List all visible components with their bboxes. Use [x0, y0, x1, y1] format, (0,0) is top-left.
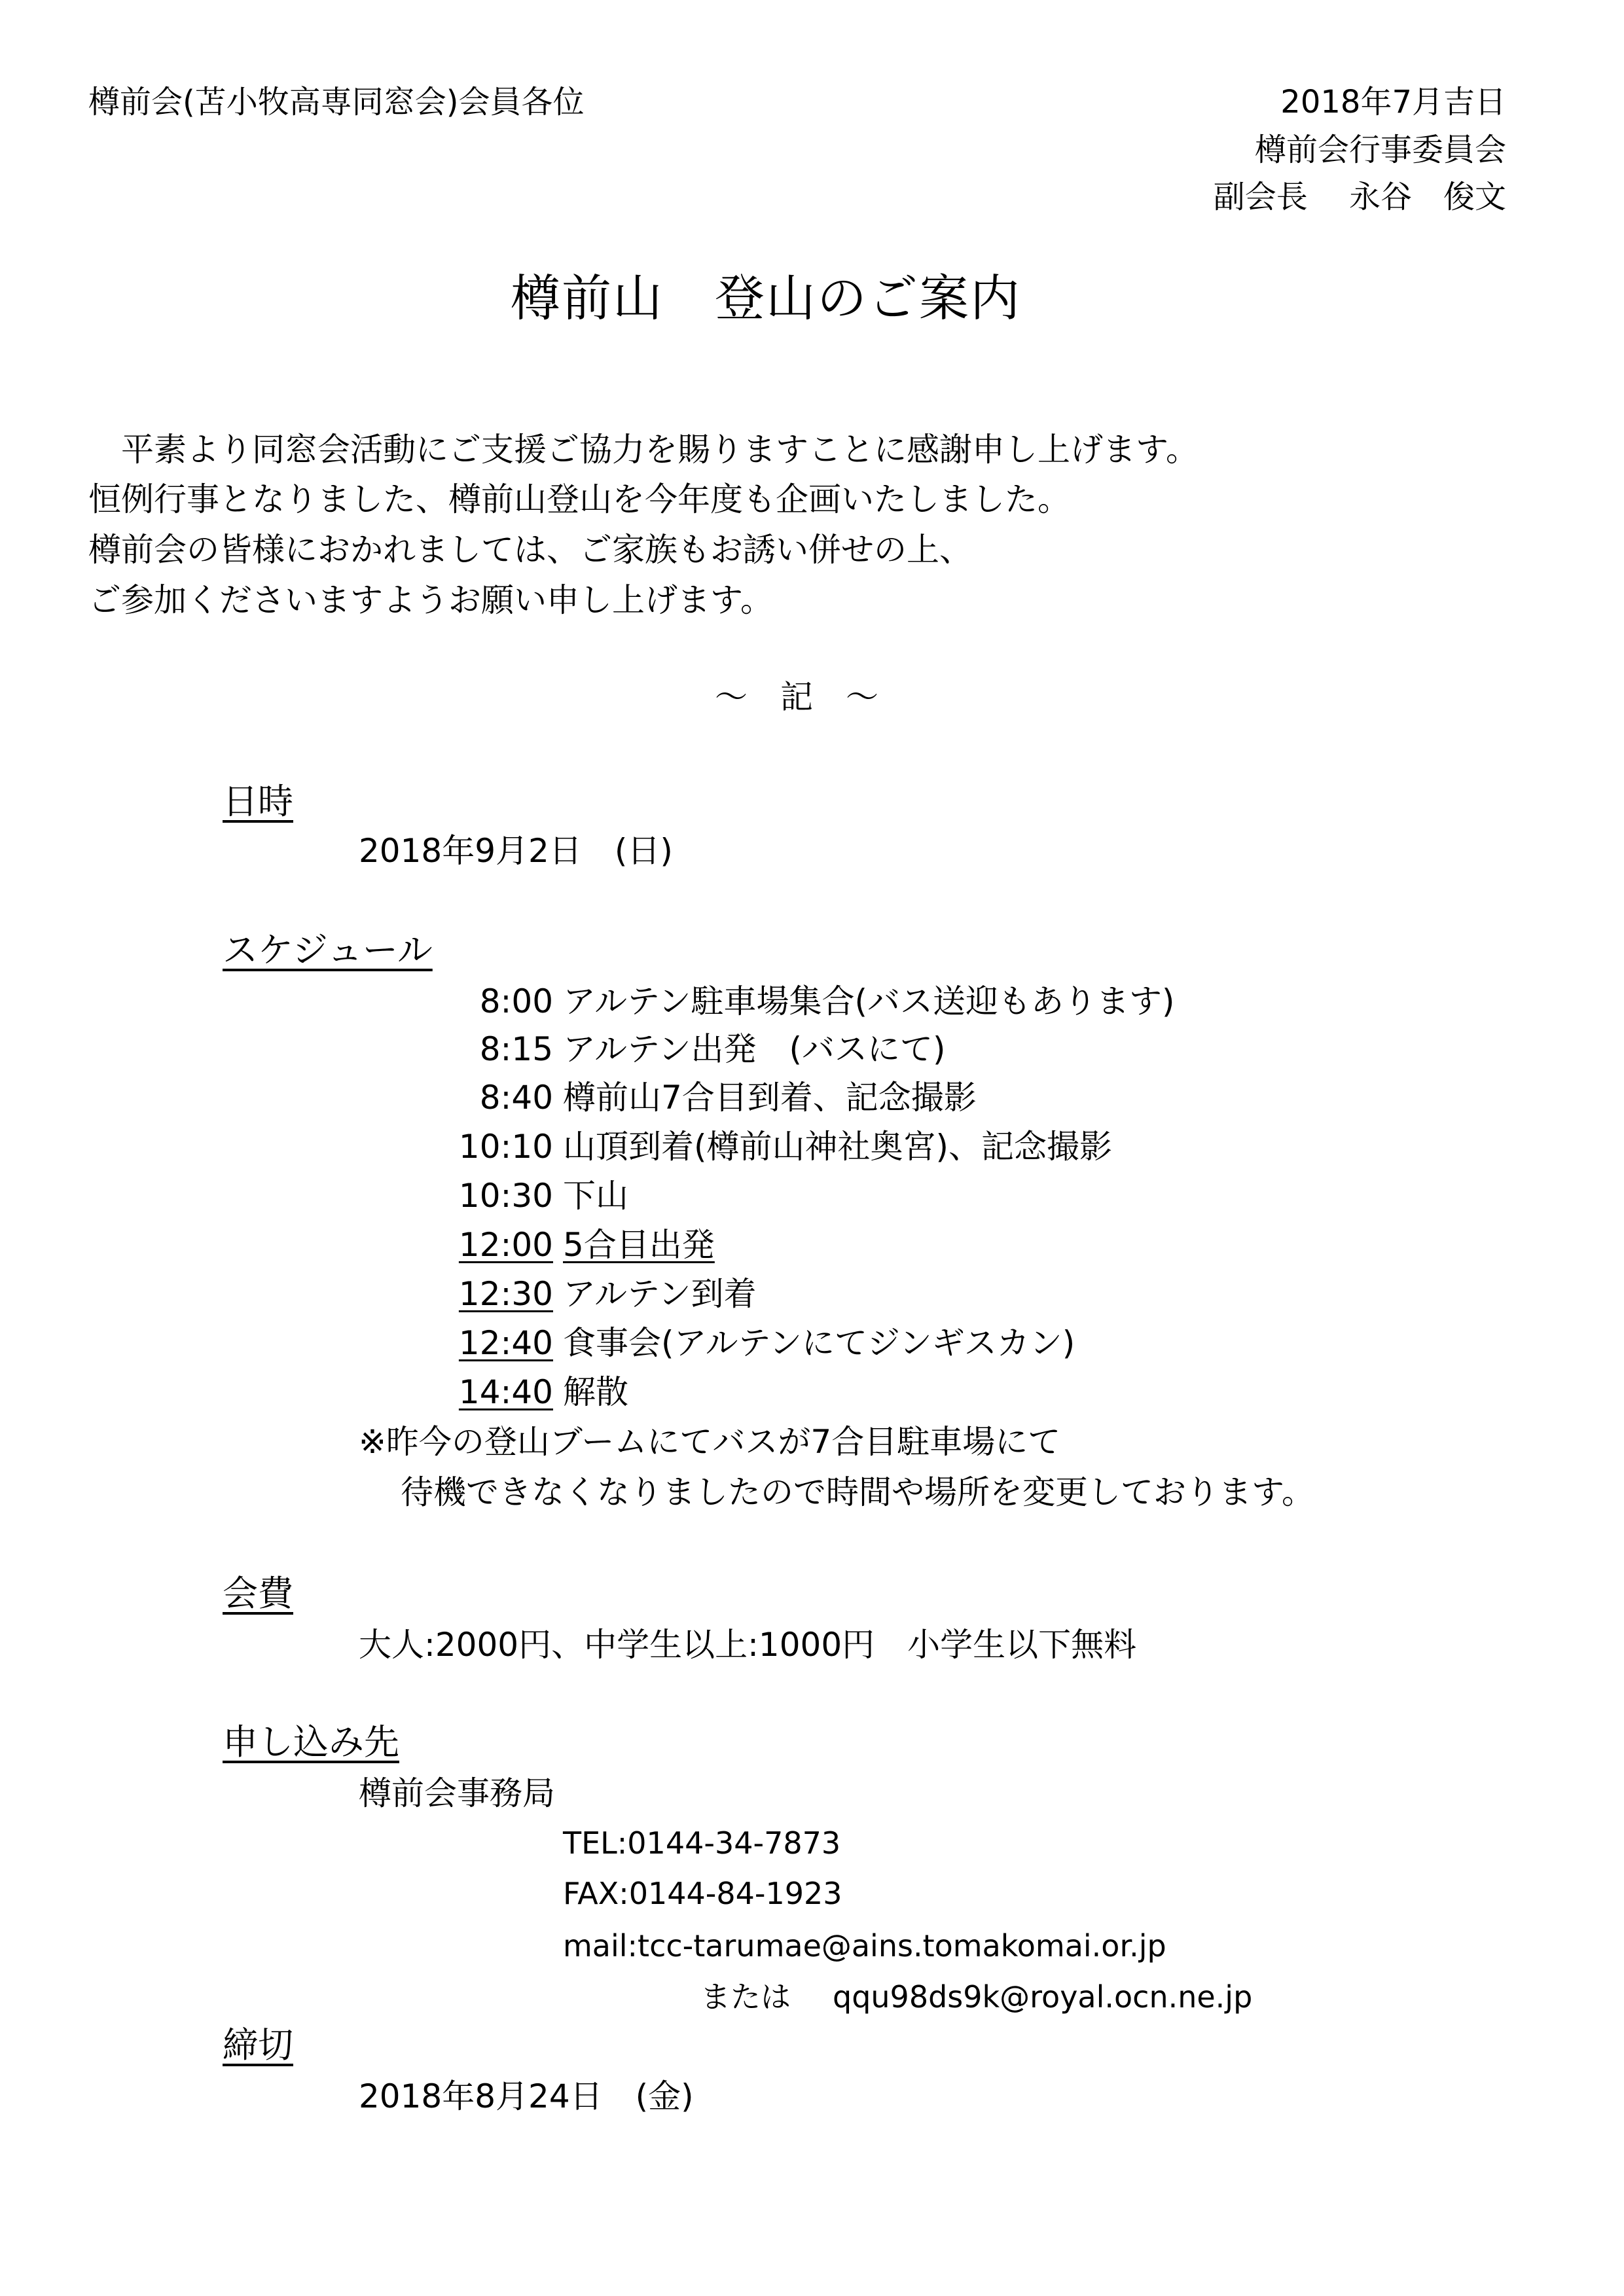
schedule-time: 10:30	[458, 1177, 553, 1215]
schedule-desc: 5合目出発	[563, 1226, 715, 1264]
schedule-time: 12:00	[458, 1226, 553, 1264]
schedule-time: 8:40	[479, 1079, 553, 1117]
datetime-heading: 日時	[223, 781, 293, 822]
schedule-desc: 樽前山7合目到着、記念撮影	[563, 1079, 977, 1117]
apply-or-label: または	[700, 1979, 791, 2015]
schedule-note-line-1: ※昨今の登山ブームにてバスが7合目駐車場にて	[359, 1423, 1061, 1461]
apply-mail-alt: qqu98ds9k@royal.ocn.ne.jp	[833, 1979, 1253, 2015]
recipient-line: 樽前会(苫小牧高専同窓会)会員各位	[88, 84, 585, 120]
schedule-time: 8:00	[479, 982, 553, 1020]
intro-line-3: 樽前会の皆様におかれましては、ご家族もお誘い併せの上、	[88, 531, 972, 569]
schedule-note-line-2: 待機できなくなりましたので時間や場所を変更しております。	[401, 1473, 1314, 1511]
fee-value: 大人:2000円、中学生以上:1000円 小学生以下無料	[359, 1626, 1137, 1664]
schedule-time: 14:40	[458, 1373, 553, 1411]
apply-tel: TEL:0144-34-7873	[563, 1825, 841, 1861]
schedule-desc: 解散	[563, 1373, 628, 1411]
committee-name: 樽前会行事委員会	[1254, 132, 1506, 168]
schedule-desc: アルテン到着	[563, 1275, 757, 1313]
signer-name: 副会長 永谷 俊文	[1213, 179, 1506, 215]
fee-heading: 会費	[223, 1573, 293, 1614]
document-title: 樽前山 登山のご案内	[511, 269, 1021, 327]
schedule-desc: 食事会(アルテンにてジンギスカン)	[563, 1324, 1075, 1362]
schedule-time: 8:15	[479, 1030, 553, 1068]
schedule-time: 10:10	[458, 1128, 553, 1166]
apply-office: 樽前会事務局	[359, 1774, 555, 1812]
schedule-desc: 下山	[563, 1177, 628, 1215]
apply-fax: FAX:0144-84-1923	[563, 1876, 842, 1911]
apply-heading: 申し込み先	[223, 1721, 399, 1763]
datetime-value: 2018年9月2日 (日)	[359, 832, 673, 870]
schedule-heading: スケジュール	[223, 929, 433, 971]
deadline-value: 2018年8月24日 (金)	[359, 2077, 694, 2115]
schedule-time: 12:40	[458, 1324, 553, 1362]
schedule-desc: アルテン駐車場集合(バス送迎もあります)	[563, 982, 1175, 1020]
issue-date: 2018年7月吉日	[1280, 84, 1506, 120]
schedule-desc: アルテン出発 (バスにて)	[563, 1030, 946, 1068]
apply-mail: mail:tcc-tarumae@ains.tomakomai.or.jp	[563, 1928, 1166, 1964]
ki-marker: ～ 記 ～	[715, 678, 878, 716]
schedule-time: 12:30	[458, 1275, 553, 1313]
intro-line-1: 平素より同窓会活動にご支援ご協力を賜りますことに感謝申し上げます。	[88, 431, 1199, 469]
schedule-desc: 山頂到着(樽前山神社奥宮)、記念撮影	[563, 1128, 1113, 1166]
deadline-heading: 締切	[223, 2024, 293, 2066]
intro-line-2: 恒例行事となりました、樽前山登山を今年度も企画いたしました。	[88, 480, 1070, 518]
intro-line-4: ご参加くださいますようお願い申し上げます。	[88, 581, 773, 619]
